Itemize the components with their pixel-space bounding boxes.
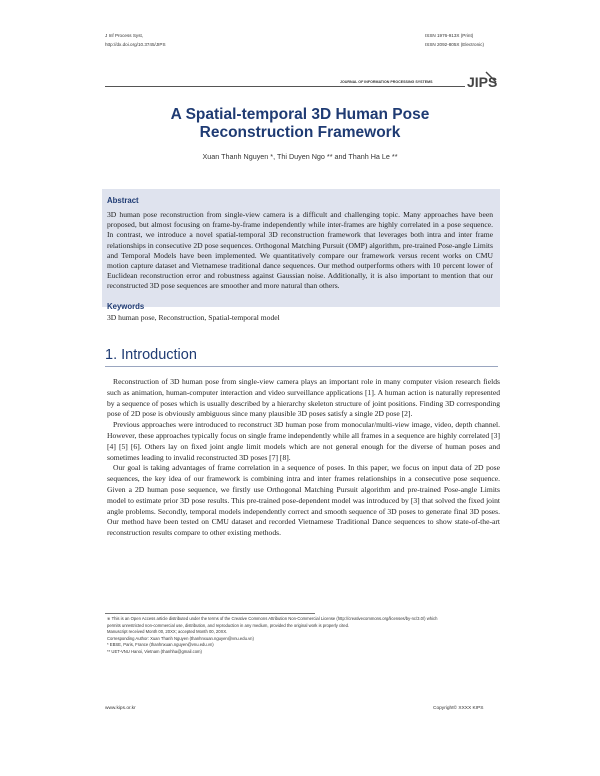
issn-print: ISSN 1976-913X (Print) [425, 33, 474, 38]
license-note: ※ This is an Open Access article distributed under the terms of the Creative Commons Attribution Non-Commercial License (http://creativecommons.org/licenses/by-nc/3.0/) which [107, 616, 438, 621]
section-heading: 1. Introduction [105, 347, 197, 363]
authors: Xuan Thanh Nguyen *, Thi Duyen Ngo ** and Thanh Ha Le ** [202, 152, 398, 161]
svg-text:JIPS: JIPS [467, 74, 498, 90]
abstract-text: 3D human pose reconstruction from single-view camera is a difficult and challenging topic. Many approaches have been proposed, but almost focusing on frame-by-frame independently while inter-frames are highly correlated in a pose sequence. In contrast, we introduce a novel spatial-temporal 3D reconstruction framework that leverages both intra and inter frame relationships in consecutive 2D pose sequences. Orthogonal Matching Pursuit (OMP) algorithm, pre-trained Pose-angle Limits and Temporal Models have been implemented. We quantitatively compare our framework versus recent works on CMU motion capture dataset and Vietnamese traditional dance sequences. Our method outperforms others with 10 percent lower of Euclidean reconstruction error and robustness against Gaussian noise. Additionally, it is also important to mention that our reconstructed 3D pose sequences are smoother and more natural than others. [107, 210, 493, 291]
intro-body [107, 377, 500, 539]
manuscript-note: Manuscript received Month 00, 20XX; accepted Month 00, 20XX. [107, 629, 228, 635]
affiliation-2: ** UET-VNU Hanoi, Vietnam (thanhha@gmail.com) [107, 648, 202, 654]
keywords-heading: Keywords [107, 302, 145, 311]
footer-website[interactable]: www.kips.or.kr [105, 706, 136, 711]
intro-paragraph-1: Reconstruction of 3D human pose from single-view camera plays an important role in many computer vision research fields such as animation, human-computer interaction and video surveillance applications [1]. A human action is naturally represented by a sequence of poses which is usually described by a hierarchy skeleton structure of joint positions. Finding 3D corresponding pose of 2D pose is obviously ambiguous since many plausible 3D poses satisfy a single 2D pose [2]. [107, 377, 500, 419]
title-line-1: A Spatial-temporal 3D Human Pose [170, 106, 430, 123]
title-line-2: Reconstruction Framework [199, 124, 401, 141]
abstract-heading: Abstract [107, 196, 139, 205]
keywords-text: 3D human pose, Reconstruction, Spatial-temporal model [107, 313, 280, 322]
issn-electronic: ISSN 2092-805X (Electronic) [425, 42, 484, 47]
jips-logo [466, 70, 498, 92]
journal-short: J Inf Process Syst, [105, 33, 144, 38]
journal-name: JOURNAL OF INFORMATION PROCESSING SYSTEMS [340, 80, 433, 84]
footer-copyright: Copyright© XXXX KIPS [433, 706, 484, 711]
header-rule [105, 86, 465, 87]
affiliation-1: * EBSE, Paris, France (thanhnxuan.nguyen@vnu.edu.vn) [107, 642, 214, 648]
section-rule [105, 366, 498, 367]
footnotes [107, 616, 500, 656]
corresponding-author: Corresponding Author: Xuan Thanh Nguyen (thanhnxuan.nguyen@vnu.edu.vn) [107, 635, 254, 641]
intro-paragraph-2: Previous approaches were introduced to reconstruct 3D human pose from monocular/multi-view image, video, depth channel. However, these approaches typically focus on single frame independently while all frames in a sequence are highly correlated [3] [4] [5] [6]. Others lay on fixed joint angle limit models which are not general enough for the diverse of human poses and sometimes leading to invalid reconstructed 3D poses [7] [8]. [107, 420, 500, 462]
intro-paragraph-3: Our goal is taking advantages of frame correlation in a sequence of poses. In this paper, we focus on input data of 2D pose sequences, the key idea of our framework is combining intra and inter frames relationships in a consecutive pose sequence. Given a 2D human pose sequence, we firstly use Orthogonal Matching Pursuit algorithm and pre-trained Pose-angle Limits model to estimate prior 3D pose results. This pre-trained pose-dependent model was introduced by [3] that solved the fixed joint angle problems. Secondly, temporal models independently correct and smooth sequence of 3D poses to generate final 3D poses. Our method have been tested on CMU dataset and recorded Vietnamese Traditional Dance sequences to show state-of-the-art reconstruction results compare to other existing methods. [107, 463, 500, 538]
paper-title [0, 106, 600, 142]
footnote-rule [105, 613, 315, 614]
license-note-cont: permits unrestricted non-commercial use, distribution, and reproduction in any medium, provided the original work is properly cited. [107, 622, 350, 628]
doi-link[interactable]: http://dx.doi.org/10.3745/JIPS [105, 42, 166, 47]
